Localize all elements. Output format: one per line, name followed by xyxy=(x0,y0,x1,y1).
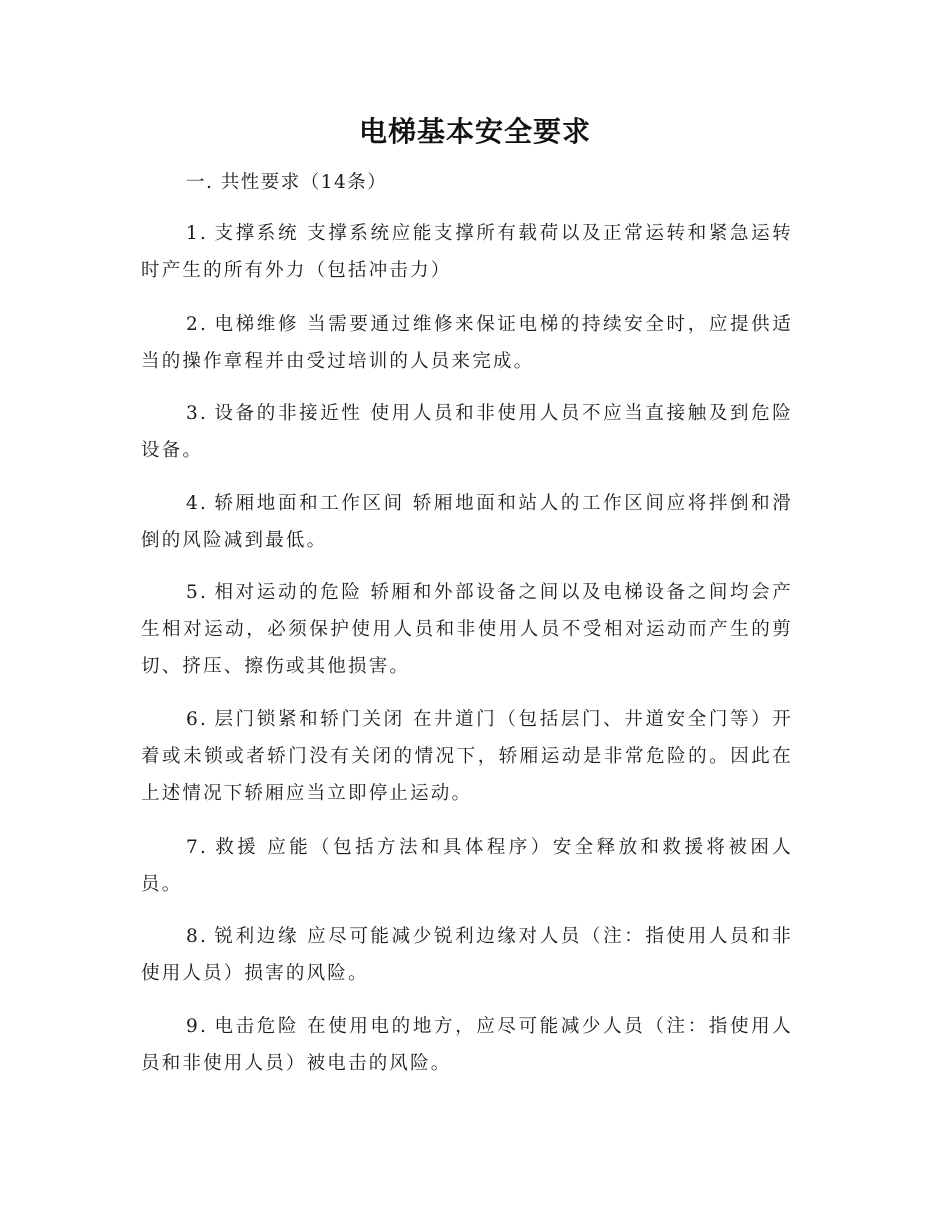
requirement-item-2 xyxy=(141,306,793,380)
item-title: 锐利边缘 xyxy=(214,926,300,947)
requirement-item-4 xyxy=(141,485,793,559)
item-title: 救援 xyxy=(214,837,260,858)
requirement-item-8 xyxy=(141,918,793,992)
item-title: 相对运动的危险 xyxy=(214,582,363,603)
item-number: 8. xyxy=(186,926,209,947)
item-number: 2. xyxy=(186,314,209,335)
item-title: 轿厢地面和工作区间 xyxy=(214,493,405,514)
requirement-item-1 xyxy=(141,215,793,289)
requirement-item-9 xyxy=(141,1008,793,1082)
item-text: 在井道门（包括层门、井道安全门等）开着或未锁或者轿门没有关闭的情况下，轿厢运动是非常危险的。因此在上述情况下轿厢应当立即停止运动。 xyxy=(141,709,793,804)
item-number: 1. xyxy=(186,223,209,244)
item-number: 4. xyxy=(186,493,209,514)
item-text: 应能（包括方法和具体程序）安全释放和救援将被困人员。 xyxy=(141,837,793,895)
item-text: 使用人员和非使用人员不应当直接触及到危险设备。 xyxy=(141,403,793,461)
item-text: 轿厢地面和站人的工作区间应将拌倒和滑倒的风险减到最低。 xyxy=(141,493,793,551)
item-title: 层门锁紧和轿门关闭 xyxy=(214,709,405,730)
item-text: 在使用电的地方，应尽可能减少人员（注：指使用人员和非使用人员）被电击的风险。 xyxy=(141,1016,793,1074)
requirement-item-6 xyxy=(141,701,793,812)
requirement-item-3 xyxy=(141,395,793,469)
item-title: 支撑系统 xyxy=(214,223,300,244)
document-title: 电梯基本安全要求 xyxy=(358,115,591,148)
item-text: 轿厢和外部设备之间以及电梯设备之间均会产生相对运动，必须保护使用人员和非使用人员不受相对运动而产生的剪切、挤压、擦伤或其他损害。 xyxy=(141,582,793,677)
item-title: 电梯维修 xyxy=(214,314,300,335)
section-heading: 一. 共性要求（14条） xyxy=(186,172,388,193)
requirement-item-5 xyxy=(141,574,793,685)
item-number: 6. xyxy=(186,709,209,730)
requirement-item-7 xyxy=(141,829,793,903)
item-number: 3. xyxy=(186,403,209,424)
item-title: 电击危险 xyxy=(214,1016,300,1037)
item-text: 支撑系统应能支撑所有载荷以及正常运转和紧急运转时产生的所有外力（包括冲击力） xyxy=(141,223,793,281)
item-title: 设备的非接近性 xyxy=(214,403,363,424)
item-text: 当需要通过维修来保证电梯的持续安全时，应提供适当的操作章程并由受过培训的人员来完成。 xyxy=(141,314,793,372)
item-number: 5. xyxy=(186,582,209,603)
item-number: 7. xyxy=(186,837,209,858)
item-text: 应尽可能减少锐利边缘对人员（注：指使用人员和非使用人员）损害的风险。 xyxy=(141,926,793,984)
item-number: 9. xyxy=(186,1016,209,1037)
